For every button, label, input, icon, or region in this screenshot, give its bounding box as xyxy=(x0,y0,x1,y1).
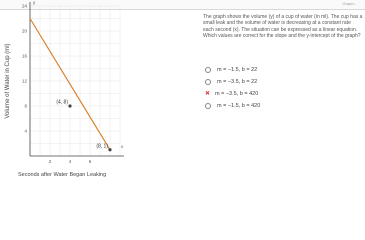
data-point xyxy=(108,148,111,151)
data-point xyxy=(68,104,71,107)
radio-button-icon[interactable] xyxy=(205,103,211,109)
coordinate-graph xyxy=(0,0,200,186)
y-tick-label: 16 xyxy=(21,53,27,59)
point-label: (4, 8) xyxy=(56,99,68,106)
answer-option[interactable] xyxy=(205,100,355,112)
answer-option-label: m = −1.5, b = 22 xyxy=(217,67,258,73)
answer-option-label: m = −1.5, b = 420 xyxy=(217,103,261,109)
y-axis-label: Volume of Water in Cup (ml) xyxy=(5,43,11,119)
y-axis-symbol: y xyxy=(33,0,36,5)
x-tick-label: 4 xyxy=(68,159,72,164)
y-tick-label: 20 xyxy=(21,28,27,34)
x-axis-label: Seconds after Water Began Leaking xyxy=(18,172,107,178)
y-tick-label: 12 xyxy=(21,78,27,84)
question-text: The graph shows the volume (y) of a cup of water (in ml). The cup has a small leak and the volume of water is decreasing at a constant rate each second (x). The situation can be expressed as a linear equation. Which values are correct for the slope and the y-intercept of the graph? xyxy=(203,14,363,39)
y-tick-label: 24 xyxy=(21,3,27,9)
radio-button-icon[interactable] xyxy=(205,79,211,85)
answer-option-label: m = −3.5, b = 420 xyxy=(215,91,259,97)
point-label: (8, 1) xyxy=(96,143,108,150)
x-axis-symbol: x xyxy=(121,144,124,149)
incorrect-mark-icon: ✖ xyxy=(205,91,211,97)
radio-button-icon[interactable] xyxy=(205,67,211,73)
answer-option[interactable] xyxy=(205,64,355,76)
x-tick-label: 2 xyxy=(48,159,52,164)
answer-option-label: m = −3.5, b = 22 xyxy=(217,79,258,85)
top-bar-label: Graph... xyxy=(342,1,357,6)
x-tick-label: 6 xyxy=(88,159,92,164)
answer-option[interactable] xyxy=(205,88,355,100)
top-bar xyxy=(0,0,365,10)
y-tick-label: 4 xyxy=(24,128,27,134)
y-tick-label: 8 xyxy=(24,103,27,109)
answer-options xyxy=(205,64,355,112)
graph-panel xyxy=(0,0,200,186)
answer-option[interactable] xyxy=(205,76,355,88)
